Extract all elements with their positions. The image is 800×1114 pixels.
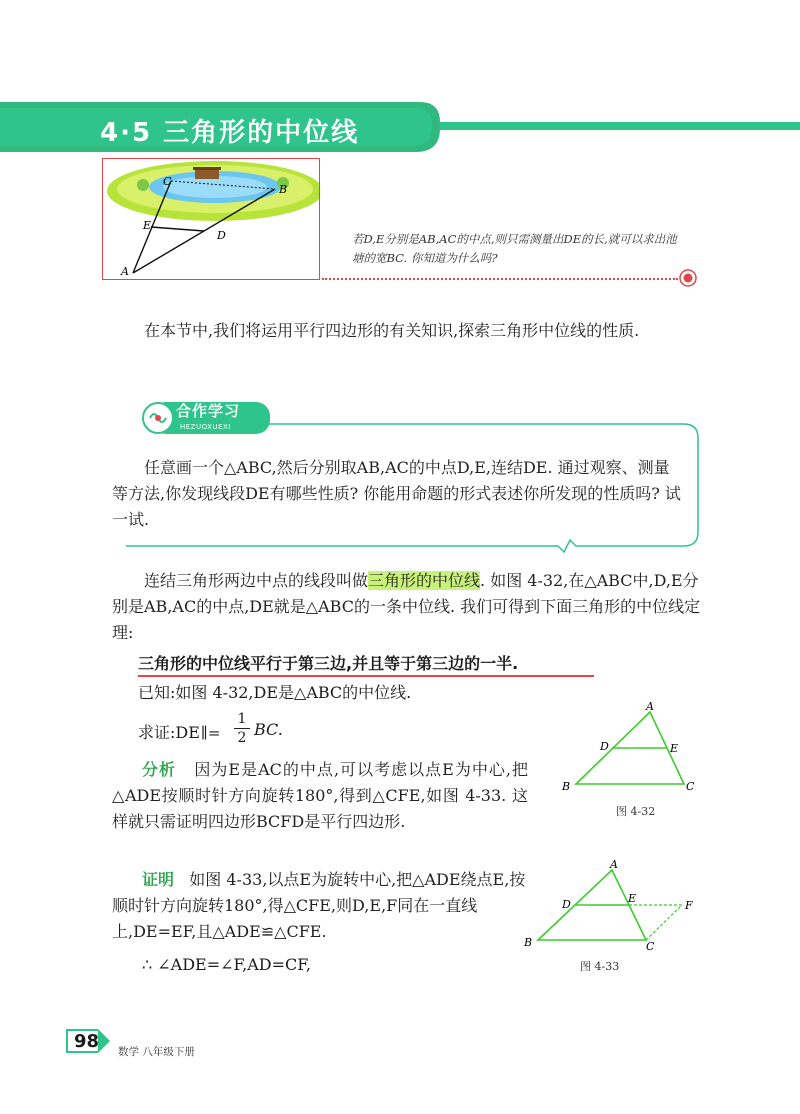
figure-4-32-caption: 图 4-32 — [616, 805, 656, 818]
coop-learning-text: 任意画一个△ABC,然后分别取AB,AC的中点D,E,连结DE. 通过观察、测量等方法,你发现线段DE有哪些性质? 你能用命题的形式表述你所发现的性质吗? 试一试. — [112, 458, 681, 529]
pond-label-b: B — [279, 183, 288, 196]
given-statement: 已知:如图 4-32,DE是△ABC的中位线. — [138, 683, 412, 702]
fig432-label-c: C — [686, 780, 695, 793]
proof-label: 证明 — [142, 870, 175, 889]
definition-paragraph — [112, 568, 702, 646]
bullseye-icon — [678, 268, 698, 288]
coop-learning-title: 合作学习 — [176, 402, 241, 420]
definition-before: 连结三角形两边中点的线段叫做 — [144, 571, 369, 590]
fig432-label-e: E — [670, 742, 679, 755]
dotted-divider — [322, 278, 678, 280]
prove-statement — [138, 720, 220, 743]
coop-learning-pinyin: HEZUOXUEXI — [180, 423, 231, 431]
definition-term: 三角形的中位线 — [368, 571, 481, 590]
page-number: 98 — [74, 1031, 100, 1052]
fraction-denominator: 2 — [237, 730, 247, 746]
half-fraction — [234, 710, 250, 747]
fig432-label-b: B — [562, 780, 571, 793]
figure-4-33-caption: 图 4-33 — [580, 960, 620, 973]
prove-suffix: BC. — [254, 720, 283, 739]
proof-paragraph — [112, 867, 528, 945]
fig433-label-f: F — [685, 899, 693, 912]
fig433-label-d: D — [562, 898, 571, 911]
therefore-line: ∴ ∠ADE=∠F,AD=CF, — [142, 955, 311, 974]
fig433-label-e: E — [628, 892, 637, 905]
pond-label-e: E — [143, 219, 152, 232]
prove-prefix: 求证:DE — [138, 723, 200, 742]
fraction-numerator: 1 — [234, 710, 250, 729]
midline-theorem: 三角形的中位线平行于第三边,并且等于第三边的一半. — [138, 654, 519, 673]
section-title: 4·5 三角形的中位线 — [100, 118, 360, 148]
fig433-label-b: B — [524, 936, 533, 949]
fig432-label-d: D — [600, 740, 609, 753]
footer-book-label: 数学 八年级下册 — [118, 1046, 195, 1058]
figure-4-33 — [520, 858, 700, 953]
definition-after: . 如图 4-32,在△ABC中,D,E分别是AB,AC的中点,DE就是△ABC的一条中位线. 我们可得到下面三角形的中位线定理: — [112, 571, 701, 642]
fig433-label-a: A — [610, 858, 618, 871]
pond-label-a: A — [121, 265, 129, 278]
theorem-underline — [138, 675, 594, 677]
proof-text: 如图 4-33,以点E为旋转中心,把△ADE绕点E,按顺时针方向旋转180°,得△CFE,则D,E,F同在一直线上,DE=EF,且△ADE≌△CFE. — [112, 870, 526, 941]
pond-label-c: C — [163, 175, 172, 188]
analysis-paragraph — [112, 757, 528, 835]
analysis-label: 分析 — [142, 760, 177, 779]
fig432-label-a: A — [646, 700, 654, 713]
figure-4-32 — [556, 700, 706, 800]
intro-paragraph: 在本节中,我们将运用平行四边形的有关知识,探索三角形中位线的性质. — [144, 321, 640, 340]
pond-label-d: D — [217, 229, 226, 242]
fig433-label-c: C — [646, 940, 655, 953]
pond-illustration — [103, 159, 319, 279]
analysis-text: 因为E是AC的中点,可以考虑以点E为中心,把△ADE按顺时针方向旋转180°,得到△CFE,如图 4-33. 这样就只需证明四边形BCFD是平行四边形. — [112, 760, 528, 831]
intro-question: 若D,E分别是AB,AC的中点,则只需测量出DE的长,就可以求出池塘的宽BC. 你知道为什么吗? — [352, 232, 677, 265]
parallel-equal-symbol: ∥= — [200, 724, 221, 742]
